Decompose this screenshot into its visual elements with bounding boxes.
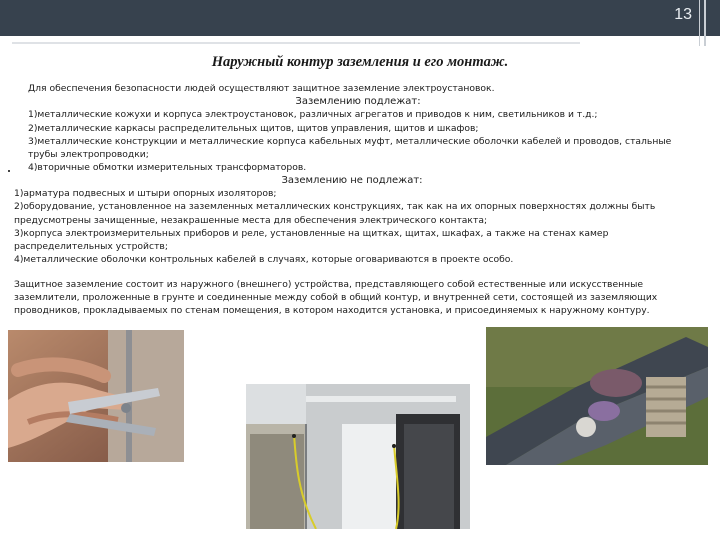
summary-paragraph: Защитное заземление состоит из наружного (внешнего) устройства, представляющего собой естественные или искусственные заземлители, проложенные в грунте и соединенные между собой в общий контур, и внутренней сети, состоящей из заземляющих проводников, прокладываемых по стенам помещения, в котором находится установка, и присоединяемых к наружному контуру. [14, 279, 658, 317]
cabinet-illustration [246, 384, 470, 529]
bullet-dot [8, 170, 10, 172]
exceptions-block [14, 174, 690, 266]
exceptions-heading: Заземлению не подлежат: [281, 175, 423, 186]
intro-lead: Для обеспечения безопасности людей осуществляют защитное заземление электроустановок. [28, 83, 495, 94]
header-accent-line [704, 0, 706, 46]
exceptions-item: 2)оборудование, установленное на заземленных металлических конструкциях, так как на их опорных поверхностях должны быть предусмотрены зачищенные, незакрашенные места для обеспечения электрического контакта; [14, 201, 656, 226]
slide-number: 13 [674, 6, 692, 23]
pliers-photo [8, 330, 184, 462]
weld-illustration [486, 327, 708, 465]
exceptions-item: 3)корпуса электроизмерительных приборов и реле, установленные на щитках, щитах, шкафах, а также на стенах камер распределительных устройств; [14, 227, 609, 253]
slide-title: Наружный контур заземления и его монтаж. [211, 54, 509, 70]
exceptions-item: 4)металлические оболочки контрольных кабелей в случаях, которые оговариваются в проекте особо. [14, 254, 514, 266]
title-divider [12, 42, 580, 44]
header-bar [0, 0, 720, 36]
intro-block [28, 82, 688, 174]
exceptions-item: 1)арматура подвесных и штыри опорных изоляторов; [14, 188, 277, 200]
welded-ground-photo [486, 327, 708, 465]
intro-item: 1)металлические кожухи и корпуса электроустановок, различных агрегатов и приводов к ним, светильников и т.д.; [28, 109, 598, 121]
intro-heading: Заземлению подлежат: [295, 96, 421, 108]
intro-item: 4)вторичные обмотки измерительных трансформаторов. [28, 162, 307, 174]
intro-item: 3)металлические конструкции и металлические корпуса кабельных муфт, металлические оболочки кабелей и проводов, стальные трубы электропроводки; [28, 135, 672, 161]
pliers-illustration [8, 330, 184, 462]
cabinet-photo [246, 384, 470, 529]
intro-item: 2)металлические каркасы распределительных щитов, щитов управления, щитов и шкафов; [28, 122, 479, 134]
header-accent-line-thin [699, 0, 700, 46]
